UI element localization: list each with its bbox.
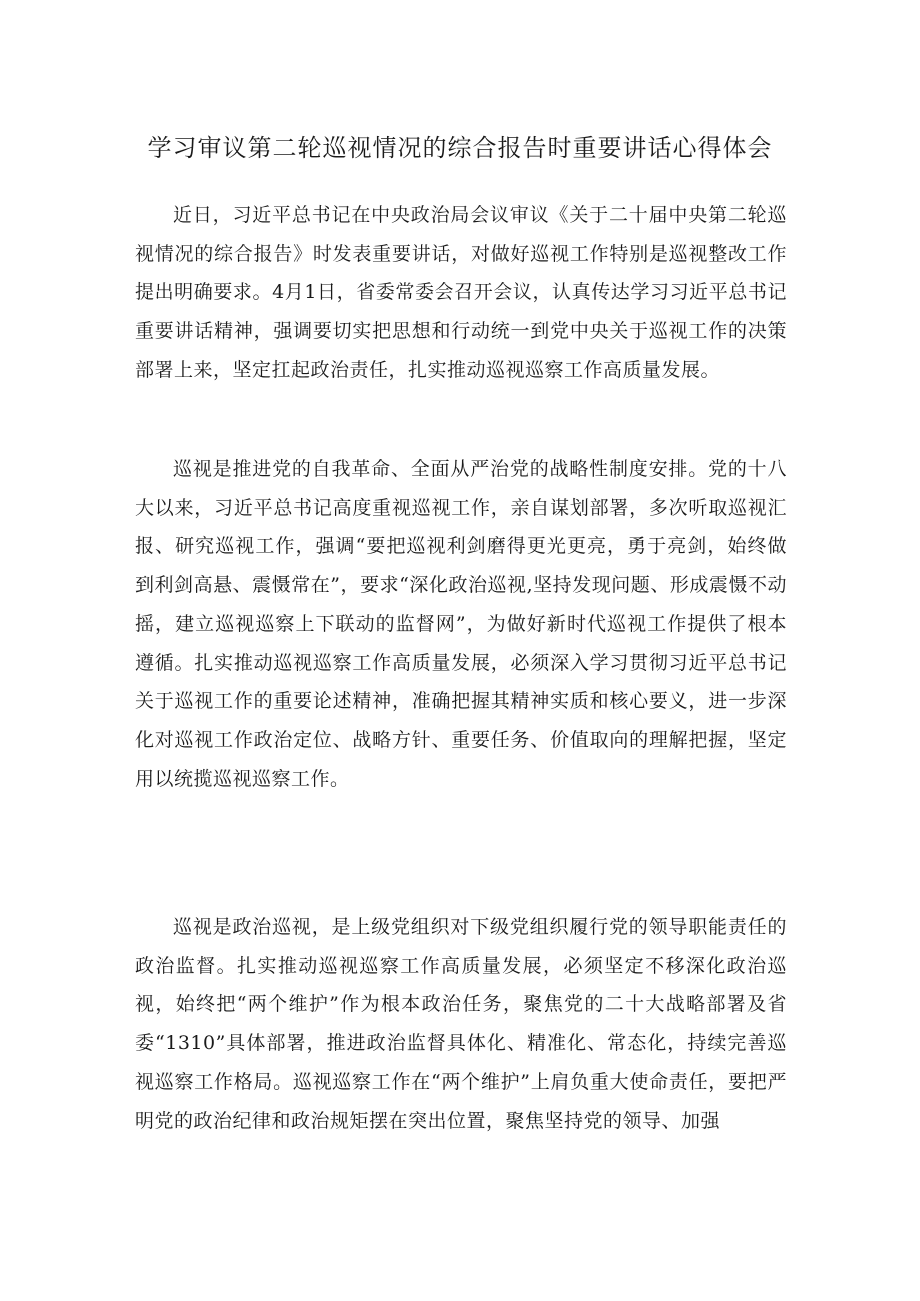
paragraph-2: 巡视是推进党的自我革命、全面从严治党的战略性制度安排。党的十八大以来，习近平总书记高度重视巡视工作，亲自谋划部署，多次听取巡视汇报、研究巡视工作，强调“要把巡视利剑磨得更光更亮，勇于亮剑，始终做到利剑高悬、震慑常在”，要求“深化政治巡视,坚持发现问题、形成震慑不动摇，建立巡视巡察上下联动的监督网”，为做好新时代巡视工作提供了根本遵循。扎实推动巡视巡察工作高质量发展，必须深入学习贯彻习近平总书记关于巡视工作的重要论述精神，准确把握其精神实质和核心要义，进一步深化对巡视工作政治定位、战略方针、重要任务、价值取向的理解把握，坚定用以统揽巡视巡察工作。 — [135, 458, 787, 790]
document-title: 学习审议第二轮巡视情况的综合报告时重要讲话心得体会 — [147, 134, 773, 162]
paragraph-3: 巡视是政治巡视，是上级党组织对下级党组织履行党的领导职能责任的政治监督。扎实推动巡视巡察工作高质量发展，必须坚定不移深化政治巡视，始终把“两个维护”作为根本政治任务，聚焦党的二十大战略部署及省委“1310”具体部署，推进政治监督具体化、精准化、常态化，持续完善巡视巡察工作格局。巡视巡察工作在“两个维护”上肩负重大使命责任，要把严明党的政治纪律和政治规矩摆在突出位置，聚焦坚持党的领导、加强 — [135, 916, 787, 1132]
paragraph-1: 近日，习近平总书记在中央政治局会议审议《关于二十届中央第二轮巡视情况的综合报告》时发表重要讲话，对做好巡视工作特别是巡视整改工作提出明确要求。4月1日，省委常委会召开会议，认真传达学习习近平总书记重要讲话精神，强调要切实把思想和行动统一到党中央关于巡视工作的决策部署上来，坚定扛起政治责任，扎实推动巡视巡察工作高质量发展。 — [135, 204, 787, 381]
